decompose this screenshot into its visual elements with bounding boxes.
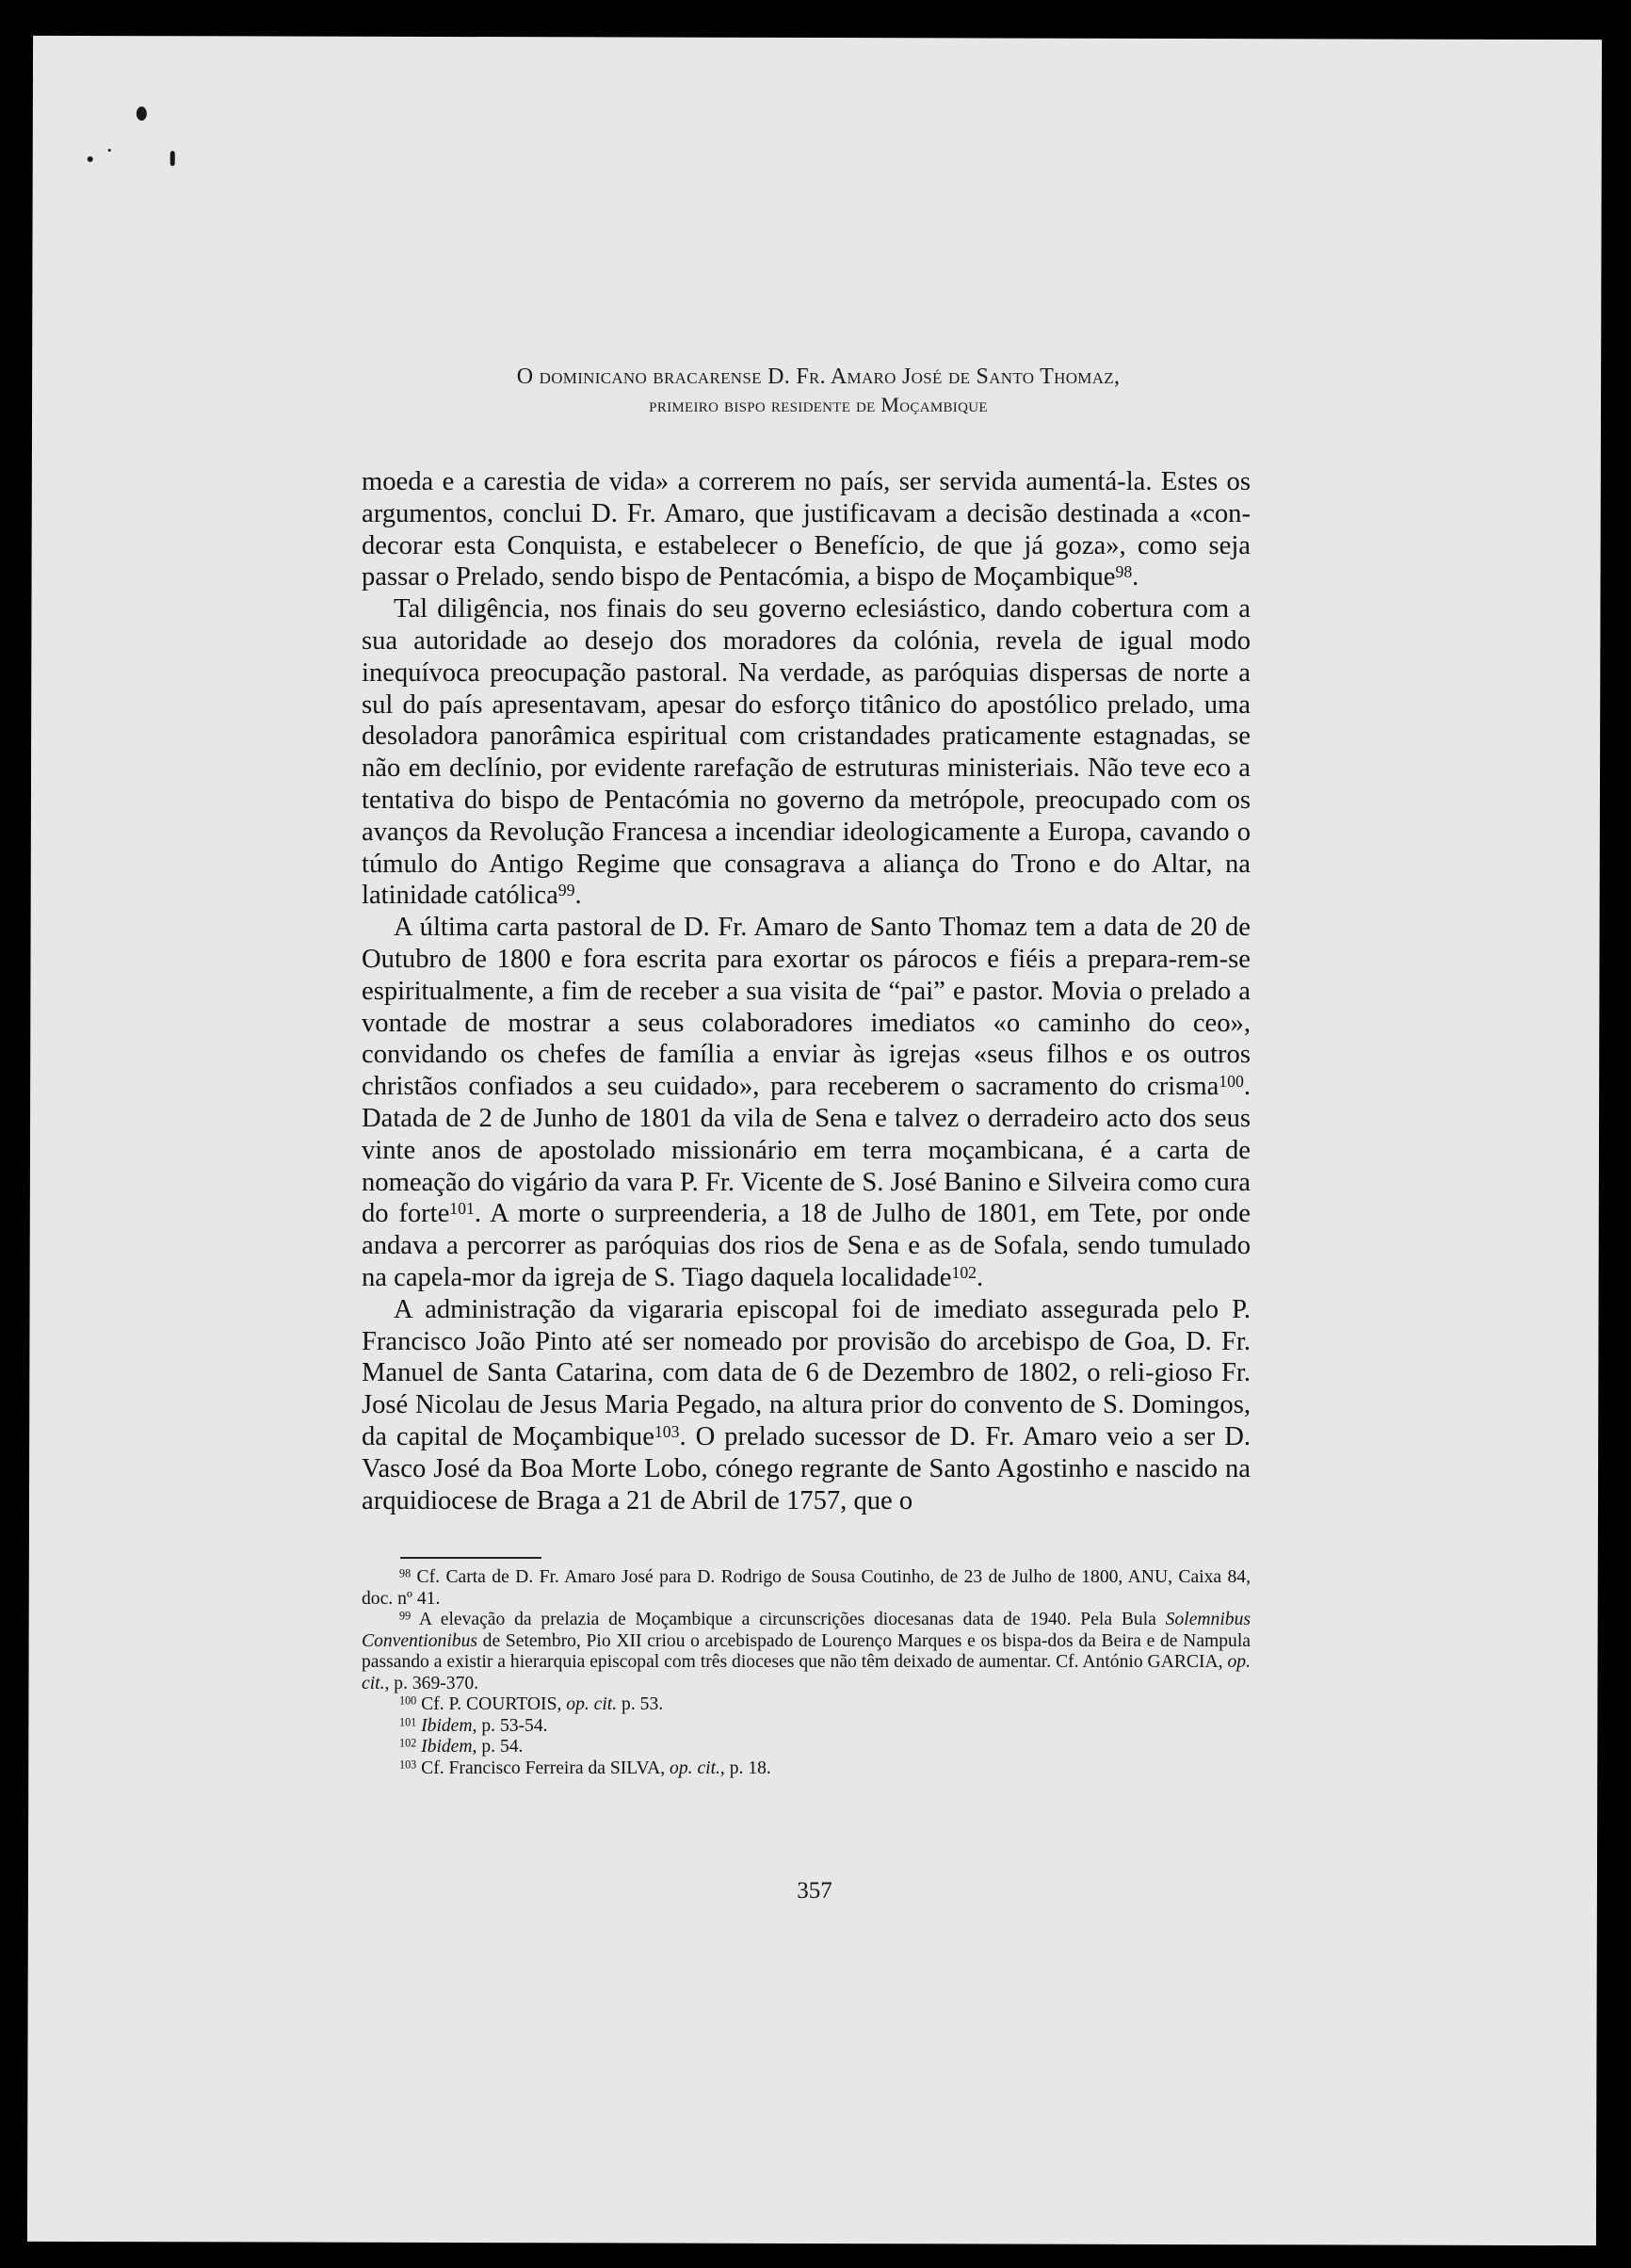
footnote-number: 103 [399, 1758, 417, 1772]
footnote-number: 99 [399, 1609, 412, 1623]
footnote: $^{103}$ Cf. Francisco Ferreira da SILVA, op. cit., p. 18. [399, 1758, 771, 1778]
paragraph: moeda e a carestia de vida» a correrem no país, ser servida aumentá-la. Estes os argumentos, conclui D. Fr. Amaro, que justificavam a decisão destinada a «con-decorar esta Conquista, e estabelecer o Benefício, de que já goza», como seja passar o Prelado, sendo bispo de Pentacómia, a bispo de Moçambique$^{98}$. [362, 467, 1251, 592]
paragraph: Tal diligência, nos finais do seu governo eclesiástico, dando cobertura com a sua autoridade ao desejo dos moradores da colónia, revela de igual modo inequívoca preocupação pastoral. Na verdade, as paróquias dispersas de norte a sul do país apresentavam, apesar do esforço titânico do apostólico prelado, uma desoladora panorâmica espiritual com cristandades praticamente estagnadas, se não em declínio, por evidente rarefação de estruturas ministeriais. Não teve eco a tentativa do bispo de Pentacómia no governo da metrópole, preocupado com os avanços da Revolução Francesa a incendiar ideologicamente a Europa, cavando o túmulo do Antigo Regime que consagrava a aliança do Trono e do Altar, na latinidade católica$^{99}$. [362, 594, 1251, 911]
footnote-ref[interactable]: 103 [654, 1421, 680, 1441]
body-text [362, 466, 1251, 1516]
footnote: $^{99}$ A elevação da prelazia de Moçambique a circunscrições diocesanas data de 1940. Pela Bula Solemnibus Conventionibus de Setembro, Pio XII criou o arcebispado de Lourenço Marques e os bispa-dos da Beira e de Nampula passando a existir a hierarquia episcopal com três dioceses que não têm deixado de aumentar. Cf. António GARCIA, op. cit., p. 369-370. [362, 1609, 1251, 1693]
footnote-ref[interactable]: 98 [1115, 562, 1133, 582]
ink-speck [108, 149, 111, 152]
footnote-ref[interactable]: 102 [951, 1262, 977, 1282]
footnote-number: 102 [399, 1736, 417, 1750]
page-number: 357 [797, 1878, 832, 1904]
footnote-number: 98 [399, 1566, 412, 1580]
running-head-subtitle: primeiro bispo residente de Moçambique [649, 393, 988, 416]
paragraph: A administração da vigararia episcopal foi de imediato assegurada pelo P. Francisco João Pinto até ser nomeado por provisão do arcebispo de Goa, D. Fr. Manuel de Santa Catarina, com data de 6 de Dezembro de 1802, o reli-gioso Fr. José Nicolau de Jesus Maria Pegado, na altura prior do convento de S. Domingos, da capital de Moçambique$^{103}$. O prelado sucessor de D. Fr. Amaro veio a ser D. Vasco José da Boa Morte Lobo, cónego regrante de Santo Agostinho e nascido na arquidiocese de Braga a 21 de Abril de 1757, que o [362, 1294, 1252, 1515]
footnote: $^{100}$ Cf. P. COURTOIS, op. cit. p. 53. [399, 1693, 664, 1714]
footnotes [362, 1567, 1251, 1779]
footnote-number: 100 [399, 1693, 417, 1708]
footnote-ref[interactable]: 100 [1219, 1072, 1244, 1092]
footnote: $^{101}$ Ibidem, p. 53-54. [399, 1715, 548, 1736]
footnote-rule [400, 1557, 541, 1559]
paragraph: A última carta pastoral de D. Fr. Amaro de Santo Thomaz tem a data de 20 de Outubro de 1800 e fora escrita para exortar os párocos e fiéis a prepara-rem-se espiritualmente, a fim de receber a sua visita de “pai” e pastor. Movia o prelado a vontade de mostrar a seus colaboradores imediatos «o caminho do ceo», convidando os chefes de família a enviar às igrejas «seus filhos e os outros christãos confiados a seu cuidado», para receberem o sacramento do crisma$^{100}$. Datada de 2 de Junho de 1801 da vila de Sena e talvez o derradeiro acto dos seus vinte anos de apostolado missionário em terra moçambicana, é a carta de nomeação do vigário da vara P. Fr. Vicente de S. José Banino e Silveira como cura do forte$^{101}$. A morte o surpreenderia, a 18 de Julho de 1801, em Tete, por onde andava a percorrer as paróquias dos rios de Sena e as de Sofala, sendo tumulado na capela-mor da igreja de S. Tiago daquela localidade$^{102}$. [362, 913, 1251, 1292]
footnote: $^{102}$ Ibidem, p. 54. [399, 1736, 524, 1757]
footnote-ref[interactable]: 101 [449, 1199, 475, 1219]
footnote: $^{98}$ Cf. Carta de D. Fr. Amaro José para D. Rodrigo de Sousa Coutinho, de 23 de Julho de 1800, ANU, Caixa 84, doc. nº 41. [362, 1566, 1251, 1609]
ink-speck [170, 151, 175, 166]
ink-speck [88, 156, 93, 162]
footnote-ref[interactable]: 99 [557, 881, 575, 900]
footnote-number: 101 [399, 1715, 417, 1729]
running-head-title: O dominicano bracarense D. Fr. Amaro José de Santo Thomaz, [516, 364, 1121, 389]
ink-speck [137, 106, 147, 121]
